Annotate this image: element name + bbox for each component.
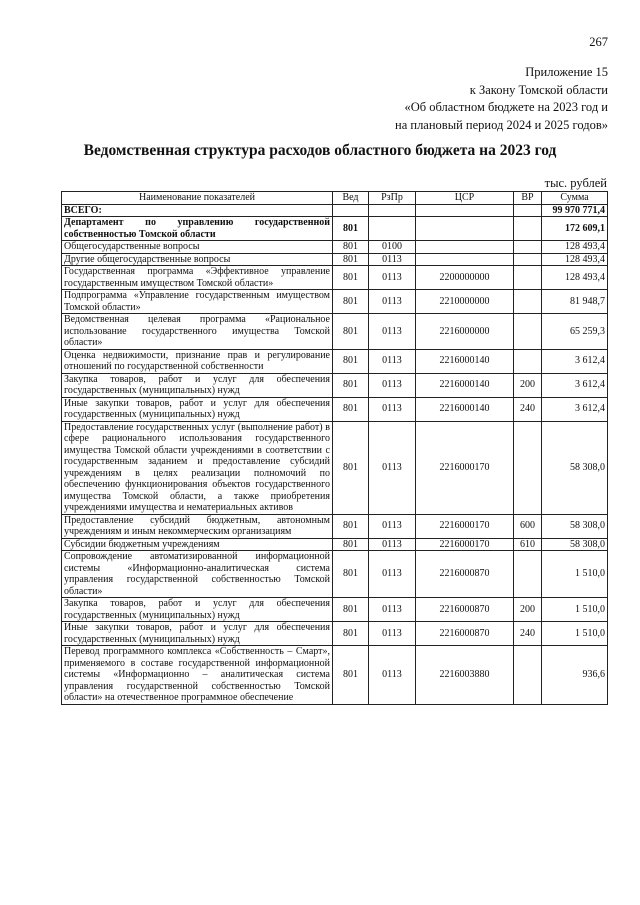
- cell-rzpr: 0113: [369, 253, 416, 266]
- cell-csr: 2216000170: [416, 538, 514, 551]
- cell-name: Перевод программного комплекса «Собственность – Смарт», применяемого в составе государственной информационной системы «Информационно – аналитическая система управления государственной собственностью Томской области» на отечественное программное обеспечение: [62, 646, 333, 705]
- cell-ved: 801: [333, 514, 369, 538]
- cell-csr: [416, 241, 514, 254]
- cell-vr: [514, 290, 542, 314]
- column-header-rzpr: РзПр: [369, 192, 416, 205]
- cell-ved: 801: [333, 622, 369, 646]
- cell-csr: 2210000000: [416, 290, 514, 314]
- table-row: [62, 266, 608, 290]
- cell-ved: 801: [333, 314, 369, 350]
- cell-vr: [514, 204, 542, 217]
- cell-name: Закупка товаров, работ и услуг для обеспечения государственных (муниципальных) нужд: [62, 373, 333, 397]
- cell-sum: 3 612,4: [542, 373, 608, 397]
- cell-name: Закупка товаров, работ и услуг для обеспечения государственных (муниципальных) нужд: [62, 598, 333, 622]
- cell-ved: 801: [333, 538, 369, 551]
- cell-vr: [514, 421, 542, 514]
- column-header-csr: ЦСР: [416, 192, 514, 205]
- cell-vr: 200: [514, 598, 542, 622]
- cell-rzpr: 0113: [369, 290, 416, 314]
- cell-sum: 128 493,4: [542, 266, 608, 290]
- cell-name: Другие общегосударственные вопросы: [62, 253, 333, 266]
- cell-vr: 200: [514, 373, 542, 397]
- cell-rzpr: 0113: [369, 349, 416, 373]
- table-row: [62, 253, 608, 266]
- table-row: [62, 397, 608, 421]
- cell-name: Департамент по управлению государственной собственностью Томской области: [62, 217, 333, 241]
- cell-ved: 801: [333, 421, 369, 514]
- table-row: [62, 290, 608, 314]
- table-row: [62, 646, 608, 705]
- cell-name: Ведомственная целевая программа «Рациональное использование государственного имущества Томской области»: [62, 314, 333, 350]
- table-row: [62, 514, 608, 538]
- cell-name: ВСЕГО:: [62, 204, 333, 217]
- cell-csr: 2216000140: [416, 397, 514, 421]
- cell-sum: 128 493,4: [542, 241, 608, 254]
- appendix-line: к Закону Томской области: [469, 82, 608, 97]
- cell-csr: 2216000140: [416, 373, 514, 397]
- cell-sum: 128 493,4: [542, 253, 608, 266]
- cell-name: Иные закупки товаров, работ и услуг для обеспечения государственных (муниципальных) нужд: [62, 622, 333, 646]
- cell-ved: 801: [333, 349, 369, 373]
- cell-rzpr: 0113: [369, 373, 416, 397]
- cell-vr: [514, 217, 542, 241]
- table-row: [62, 538, 608, 551]
- cell-name: Предоставление субсидий бюджетным, автономным учреждениям и иным некоммерческим организациям: [62, 514, 333, 538]
- column-header-vr: ВР: [514, 192, 542, 205]
- units-label: тыс. рублей: [544, 176, 607, 190]
- cell-rzpr: 0113: [369, 314, 416, 350]
- table-header-row: [62, 192, 608, 205]
- cell-ved: [333, 204, 369, 217]
- table-row: [62, 373, 608, 397]
- cell-sum: 81 948,7: [542, 290, 608, 314]
- cell-vr: [514, 266, 542, 290]
- table-row: [62, 598, 608, 622]
- cell-vr: 240: [514, 622, 542, 646]
- cell-vr: 610: [514, 538, 542, 551]
- document-title: Ведомственная структура расходов областного бюджета на 2023 год: [83, 142, 557, 159]
- cell-csr: 2216000140: [416, 349, 514, 373]
- column-header-ved: Вед: [333, 192, 369, 205]
- cell-ved: 801: [333, 241, 369, 254]
- cell-ved: 801: [333, 290, 369, 314]
- cell-vr: 240: [514, 397, 542, 421]
- cell-sum: 65 259,3: [542, 314, 608, 350]
- appendix-line: «Об областном бюджете на 2023 год и: [404, 100, 608, 114]
- cell-ved: 801: [333, 598, 369, 622]
- cell-vr: [514, 241, 542, 254]
- cell-rzpr: 0100: [369, 241, 416, 254]
- cell-rzpr: 0113: [369, 397, 416, 421]
- cell-rzpr: 0113: [369, 598, 416, 622]
- cell-rzpr: [369, 204, 416, 217]
- cell-sum: 58 308,0: [542, 514, 608, 538]
- cell-sum: 3 612,4: [542, 349, 608, 373]
- cell-name: Субсидии бюджетным учреждениям: [62, 538, 333, 551]
- cell-vr: [514, 551, 542, 598]
- cell-ved: 801: [333, 397, 369, 421]
- cell-csr: 2216000870: [416, 551, 514, 598]
- cell-csr: 2216003880: [416, 646, 514, 705]
- cell-ved: 801: [333, 551, 369, 598]
- table-row: [62, 421, 608, 514]
- cell-csr: [416, 217, 514, 241]
- cell-csr: 2216000170: [416, 514, 514, 538]
- cell-csr: 2216000000: [416, 314, 514, 350]
- cell-rzpr: 0113: [369, 646, 416, 705]
- cell-sum: 58 308,0: [542, 421, 608, 514]
- cell-vr: 600: [514, 514, 542, 538]
- cell-sum: 1 510,0: [542, 598, 608, 622]
- cell-vr: [514, 314, 542, 350]
- appendix-line: на плановый период 2024 и 2025 годов»: [395, 117, 608, 132]
- cell-ved: 801: [333, 217, 369, 241]
- cell-ved: 801: [333, 253, 369, 266]
- cell-rzpr: 0113: [369, 538, 416, 551]
- table-row: [62, 314, 608, 350]
- table-row: [62, 349, 608, 373]
- cell-csr: 2200000000: [416, 266, 514, 290]
- cell-rzpr: 0113: [369, 266, 416, 290]
- appendix-line: Приложение 15: [525, 65, 608, 79]
- table-row: [62, 241, 608, 254]
- column-header-sum: Сумма: [542, 192, 608, 205]
- table-row: [62, 622, 608, 646]
- cell-name: Государственная программа «Эффективное управление государственным имуществом Томской области»: [62, 266, 333, 290]
- cell-sum: 172 609,1: [542, 217, 608, 241]
- cell-csr: 2216000170: [416, 421, 514, 514]
- cell-rzpr: 0113: [369, 551, 416, 598]
- cell-name: Иные закупки товаров, работ и услуг для обеспечения государственных (муниципальных) нужд: [62, 397, 333, 421]
- cell-csr: [416, 253, 514, 266]
- cell-name: Подпрограмма «Управление государственным имуществом Томской области»: [62, 290, 333, 314]
- appendix-note: [395, 64, 608, 134]
- cell-rzpr: 0113: [369, 622, 416, 646]
- cell-sum: 1 510,0: [542, 551, 608, 598]
- cell-csr: 2216000870: [416, 598, 514, 622]
- cell-sum: 58 308,0: [542, 538, 608, 551]
- table-row: [62, 204, 608, 217]
- cell-ved: 801: [333, 266, 369, 290]
- budget-table: [61, 191, 608, 705]
- cell-sum: 936,6: [542, 646, 608, 705]
- cell-sum: 99 970 771,4: [542, 204, 608, 217]
- column-header-name: Наименование показателей: [62, 192, 333, 205]
- page-number: 267: [589, 35, 608, 49]
- table-row: [62, 551, 608, 598]
- cell-vr: [514, 253, 542, 266]
- cell-name: Сопровождение автоматизированной информационной системы «Информационно-аналитическая система управления государственной собственностью Томской области»: [62, 551, 333, 598]
- cell-ved: 801: [333, 646, 369, 705]
- cell-name: Оценка недвижимости, признание прав и регулирование отношений по государственной собственности: [62, 349, 333, 373]
- cell-sum: 1 510,0: [542, 622, 608, 646]
- cell-vr: [514, 646, 542, 705]
- cell-name: Предоставление государственных услуг (выполнение работ) в сфере рационального использования государственного имущества Томской области учреждениями в соответствии с государственным заданием и предоставление субсидий учреждениям в целях реализации полномочий по обеспечению функционирования объектов государственного имущества Томской области, а также приобретения учреждениями имущества и нематериальных активов: [62, 421, 333, 514]
- cell-rzpr: [369, 217, 416, 241]
- cell-rzpr: 0113: [369, 514, 416, 538]
- cell-ved: 801: [333, 373, 369, 397]
- cell-csr: 2216000870: [416, 622, 514, 646]
- table-row: [62, 217, 608, 241]
- cell-sum: 3 612,4: [542, 397, 608, 421]
- cell-vr: [514, 349, 542, 373]
- cell-name: Общегосударственные вопросы: [62, 241, 333, 254]
- cell-csr: [416, 204, 514, 217]
- cell-rzpr: 0113: [369, 421, 416, 514]
